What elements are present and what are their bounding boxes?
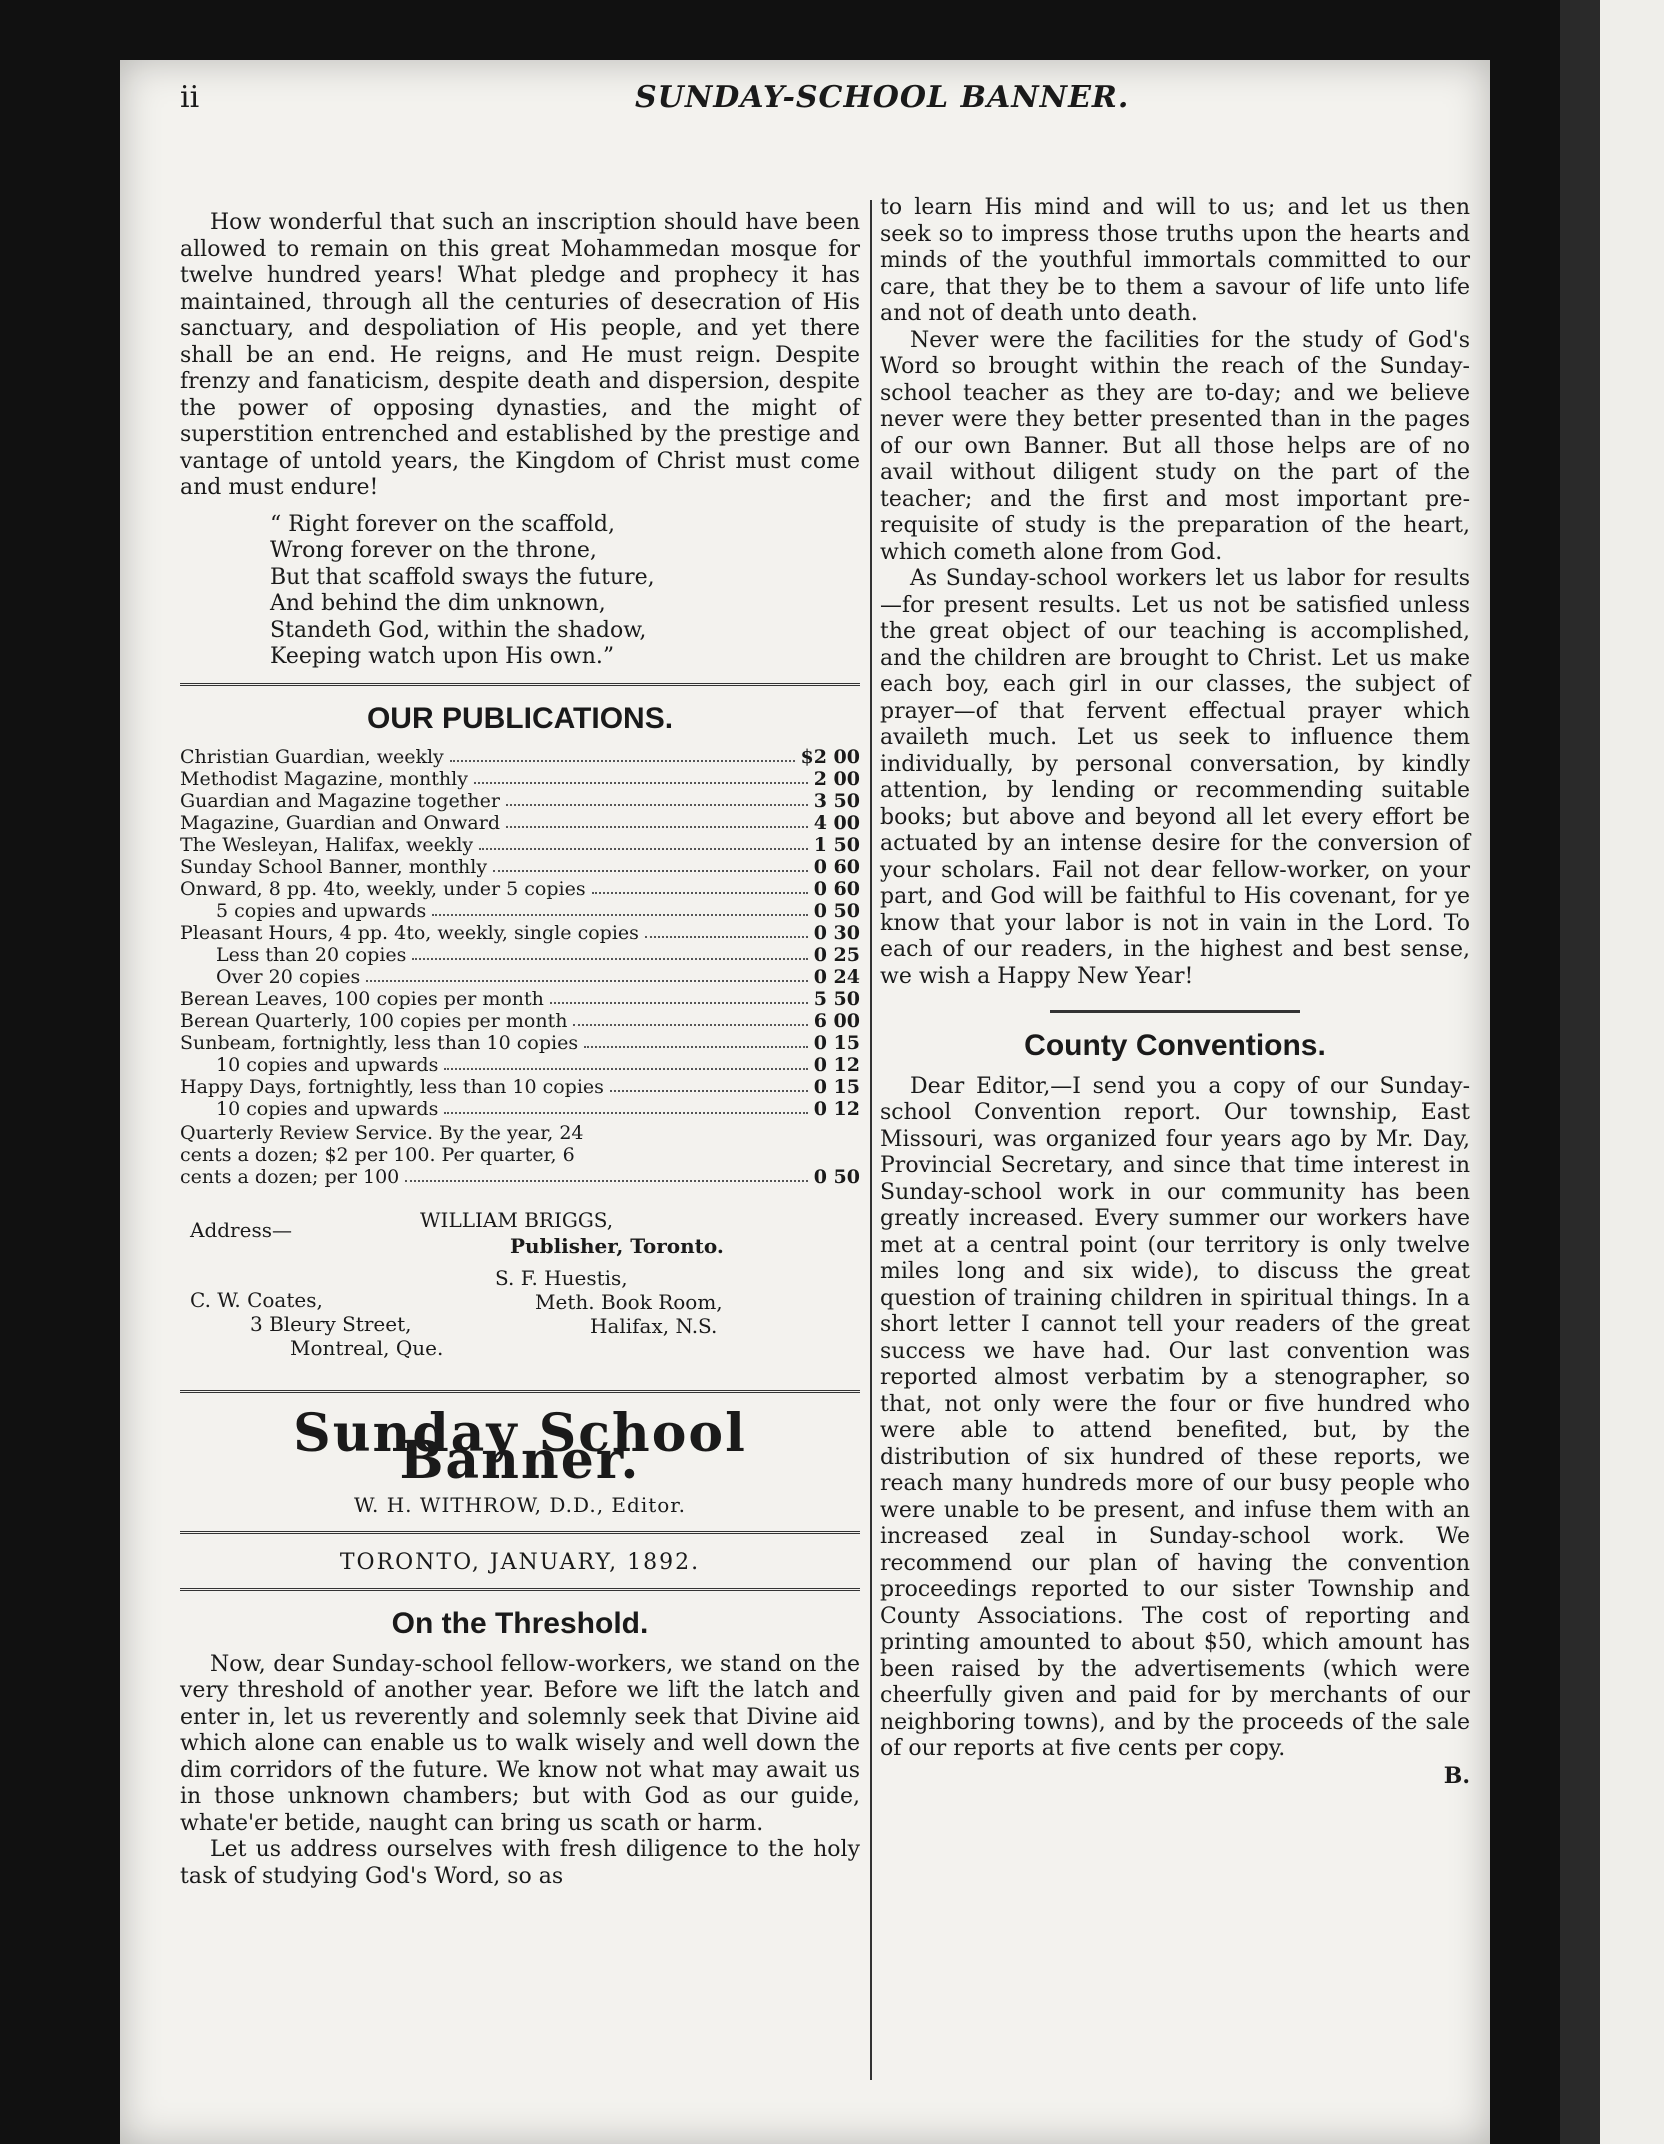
body-paragraph: Never were the facilities for the study of God's Word so brought within the reach of the Sunday-school teacher as they are to-day; and we believe never were they better presented than in the pages of our own Banner. But all those helps are of no avail without diligent study on the part of the teacher; and the first and most important pre-requisite of study is the preparation of the heart, which cometh alone from God. <box>880 327 1470 565</box>
leader-dots <box>592 878 808 894</box>
leader-dots <box>432 900 807 916</box>
leader-dots <box>573 1010 807 1026</box>
section-rule <box>180 1531 860 1538</box>
publication-name: Onward, 8 pp. 4to, weekly, under 5 copies <box>180 878 586 900</box>
publication-name: 5 copies and upwards <box>216 900 427 922</box>
body-paragraph: As Sunday-school workers let us labor for results—for present results. Let us not be satisfied unless the great object of our teaching is accomplished, and the children are brought to Christ. Let us make each boy, each girl in our classes, the subject of prayer—of that fervent effectual prayer which availeth much. Let us seek to influence them individually, by personal conversation, by kindly attention, by lending or recommending suitable books; but above and beyond all let every effort be actuated by an intense desire for the conversion of your scholars. Fail not dear fellow-worker, on your part, and God will be faithful to His covenant, for ye know that your labor is not in vain in the Lord. To each of our readers, in the highest and best sense, we wish a Happy New Year! <box>880 566 1470 989</box>
publication-price: 0 60 <box>813 856 860 878</box>
poem-line: Wrong forever on the throne, <box>270 538 597 563</box>
leader-dots <box>645 922 808 938</box>
leader-dots <box>474 768 808 784</box>
letter-paragraph: Dear Editor,—I send you a copy of our Sunday-school Convention report. Our township, East Missouri, was organized four years ago by Mr. Day, Provincial Secretary, and since that time interest in Sunday-school work in our community has been greatly increased. Every summer our workers have met at a central point (our territory is only twelve miles long and six wide), to discuss the great question of training children in spiritual things. In a short letter I cannot tell your readers of the great success we have had. Our last convention was reported almost verbatim by a stenographer, so that, not only were the four or five hundred who were able to attend benefited, but, by the distribution of six hundred of these reports, we reach many hundreds more of our busy people who were unable to be present, and infuse them with an increased zeal in Sunday-school work. We recommend our plan of having the convention proceedings reported to our sister Township and County Associations. The cost of reporting and printing amounted to about $50, which amount has been raised by the advertisements (which were cheerfully given and paid for by merchants of our neighboring towns), and by the proceeds of the sale of our reports at five cents per copy. <box>880 1073 1470 1761</box>
publication-price: 1 50 <box>813 834 860 856</box>
conventions-title: County Conventions. <box>1024 1029 1326 1062</box>
publication-name: Guardian and Magazine together <box>180 790 500 812</box>
publication-row <box>180 812 860 834</box>
facing-page-edge <box>1600 0 1664 2144</box>
publication-name: 10 copies and upwards <box>216 1054 439 1076</box>
leader-dots <box>584 1032 808 1048</box>
publication-price: 2 00 <box>813 768 860 790</box>
leader-dots <box>479 834 808 850</box>
publication-name: Methodist Magazine, monthly <box>180 768 468 790</box>
quarterly-line: cents a dozen; per 100 <box>180 1166 400 1188</box>
leader-dots <box>493 856 808 872</box>
section-rule <box>180 1390 860 1397</box>
publisher-place: Publisher, Toronto. <box>510 1234 724 1258</box>
publication-name: Pleasant Hours, 4 pp. 4to, weekly, single copies <box>180 922 639 944</box>
publication-row <box>180 878 860 900</box>
running-title: SUNDAY-SCHOOL BANNER. <box>635 80 1130 115</box>
leader-dots <box>444 1098 807 1114</box>
publication-row <box>180 944 860 966</box>
right-column <box>880 195 1470 1789</box>
publication-name: Christian Guardian, weekly <box>180 746 444 768</box>
publication-price: 0 25 <box>813 944 860 966</box>
publication-price: 0 60 <box>813 878 860 900</box>
publication-row <box>180 790 860 812</box>
huestis-place: Meth. Book Room, <box>535 1290 723 1314</box>
publication-row <box>180 856 860 878</box>
page-gutter <box>1560 0 1600 2144</box>
publication-price: 3 50 <box>813 790 860 812</box>
publication-row <box>180 966 860 988</box>
huestis-city: Halifax, N.S. <box>590 1314 718 1338</box>
publication-row <box>180 1098 860 1120</box>
editor-line: W. H. WITHROW, D.D., Editor. <box>353 1493 687 1517</box>
publication-name: Berean Quarterly, 100 copies per month <box>180 1010 568 1032</box>
publication-price: 0 30 <box>813 922 860 944</box>
leader-dots <box>366 966 808 982</box>
threshold-continuation: to learn His mind and will to us; and let us then seek so to impress those truths upon the hearts and minds of the youthful immortals committed to our care, that they be to them a savour of life unto life and not of death unto death. <box>880 195 1470 326</box>
address-label: Address— <box>190 1218 292 1242</box>
leader-dots <box>610 1076 808 1092</box>
poem-line: Keeping watch upon His own.” <box>270 644 615 669</box>
threshold-paragraph: Now, dear Sunday-school fellow-workers, we stand on the very threshold of another year. Before we lift the latch and enter in, let us reverently and solemnly seek that Divine aid which alone can enable us to walk wisely and well down the dim corridors of the future. We know not what may await us in those unknown chambers; but with God as our guide, whate'er betide, naught can bring us scath or harm. <box>180 1651 860 1836</box>
publication-price: 0 24 <box>813 966 860 988</box>
coates-street: 3 Bleury Street, <box>250 1312 412 1336</box>
left-column <box>180 210 860 1890</box>
publication-price: 0 15 <box>813 1076 860 1098</box>
threshold-title: On the Threshold. <box>391 1607 649 1640</box>
publication-price: $2 00 <box>800 746 860 768</box>
publication-name: Happy Days, fortnightly, less than 10 copies <box>180 1076 604 1098</box>
address-block <box>180 1208 860 1378</box>
quarterly-review-entry <box>180 1122 860 1188</box>
coates-name: C. W. Coates, <box>190 1288 323 1312</box>
publication-row <box>180 1054 860 1076</box>
publication-price: 6 00 <box>813 1010 860 1032</box>
publication-name: Berean Leaves, 100 copies per month <box>180 988 544 1010</box>
publication-row <box>180 988 860 1010</box>
publication-row <box>180 768 860 790</box>
quarterly-price: 0 50 <box>813 1166 860 1188</box>
poem <box>270 512 860 671</box>
publications-list <box>180 746 860 1120</box>
section-rule <box>180 1588 860 1595</box>
publication-price: 0 12 <box>813 1098 860 1120</box>
publication-name: 10 copies and upwards <box>216 1098 439 1120</box>
section-rule <box>180 683 860 690</box>
publication-row <box>180 746 860 768</box>
leader-dots <box>444 1054 807 1070</box>
quarterly-price-row <box>180 1166 860 1188</box>
publication-row <box>180 922 860 944</box>
poem-line: But that scaffold sways the future, <box>270 564 655 590</box>
page-number: ii <box>180 80 200 115</box>
publication-name: Sunbeam, fortnightly, less than 10 copies <box>180 1032 579 1054</box>
publication-name: Sunday School Banner, monthly <box>180 856 488 878</box>
column-divider <box>870 200 872 2080</box>
poem-line: And behind the dim unknown, <box>270 591 606 616</box>
poem-line: Standeth God, within the shadow, <box>270 617 647 643</box>
publication-price: 4 00 <box>813 812 860 834</box>
masthead: Sunday School Banner. <box>293 1403 747 1491</box>
coates-city: Montreal, Que. <box>290 1336 444 1360</box>
publication-row <box>180 834 860 856</box>
publication-row <box>180 1076 860 1098</box>
publication-price: 0 15 <box>813 1032 860 1054</box>
publication-row <box>180 1010 860 1032</box>
huestis-name: S. F. Huestis, <box>495 1266 628 1290</box>
publisher-name: WILLIAM BRIGGS, <box>420 1208 614 1232</box>
signature: B. <box>1443 1762 1470 1789</box>
leader-dots <box>506 812 808 828</box>
leader-dots <box>412 944 807 960</box>
publication-price: 0 50 <box>813 900 860 922</box>
leader-dots <box>506 790 808 806</box>
publication-name: Over 20 copies <box>216 966 361 988</box>
leader-dots <box>550 988 808 1004</box>
publications-title: OUR PUBLICATIONS. <box>366 701 674 735</box>
intro-paragraph: How wonderful that such an inscription should have been allowed to remain on this great Mohammedan mosque for twelve hundred years! What pledge and prophecy it has maintained, through all the centuries of desecration of His sanctuary, and despoliation of His people, and yet there shall be an end. He reigns, and He must reign. Despite frenzy and fanaticism, despite death and dispersion, despite the power of opposing dynasties, and the might of superstition entrenched and established by the prestige and vantage of untold years, the Kingdom of Christ must come and must endure! <box>180 210 860 500</box>
leader-dots <box>450 746 795 762</box>
ornamental-rule <box>1050 1010 1300 1013</box>
publication-price: 0 12 <box>813 1054 860 1076</box>
dateline: TORONTO, JANUARY, 1892. <box>339 1549 701 1575</box>
publication-name: The Wesleyan, Halifax, weekly <box>180 834 474 856</box>
poem-line: “ Right forever on the scaffold, <box>270 511 615 537</box>
quarterly-line: Quarterly Review Service. By the year, 24 <box>180 1122 584 1144</box>
publication-row <box>180 1032 860 1054</box>
quarterly-line: cents a dozen; $2 per 100. Per quarter, 6 <box>180 1144 575 1166</box>
publication-row <box>180 900 860 922</box>
publication-name: Less than 20 copies <box>216 944 407 966</box>
threshold-paragraph: Let us address ourselves with fresh diligence to the holy task of studying God's Word, so as <box>180 1837 860 1889</box>
publication-price: 5 50 <box>813 988 860 1010</box>
page-header <box>180 80 1480 120</box>
leader-dots <box>405 1166 807 1182</box>
publication-name: Magazine, Guardian and Onward <box>180 812 501 834</box>
